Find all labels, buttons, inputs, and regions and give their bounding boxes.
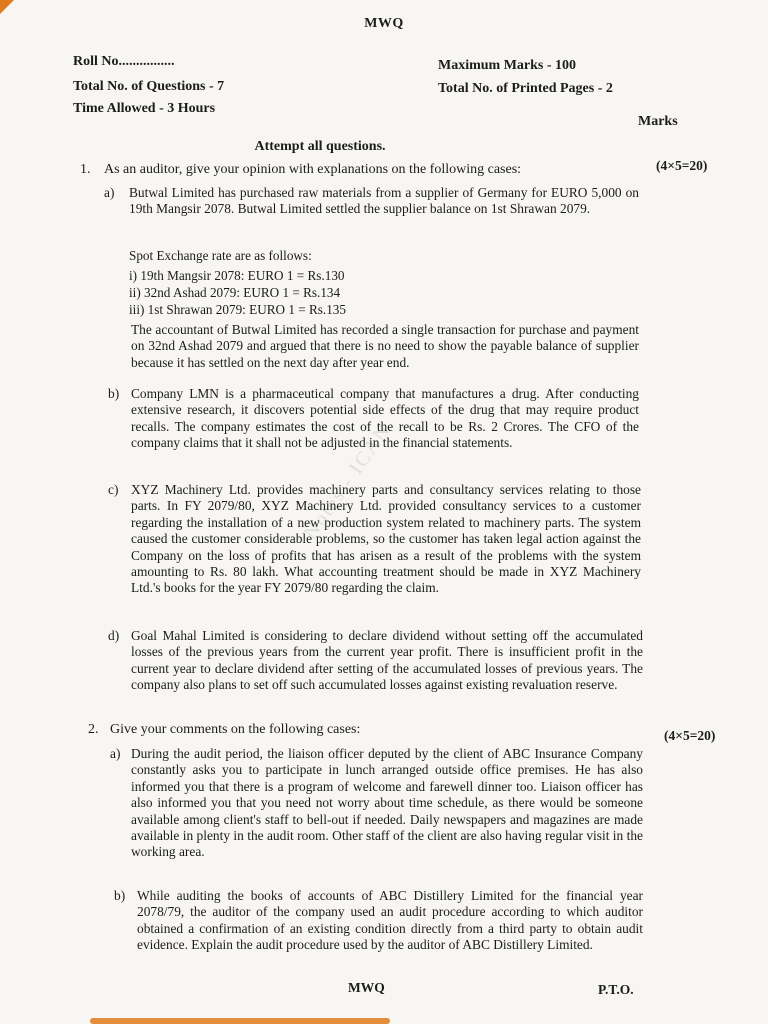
q2b-text: While auditing the books of accounts of ABC Distillery Limited for the financial year 2078/79, the auditor of the company used an audit procedure according to which auditor obtained a confirmation of an existing condition directly from a third party to obtain audit evidence. Explain the audit procedure used by the auditor of ABC Distillery Limited. — [137, 888, 643, 953]
q2a-label: a) — [110, 746, 121, 761]
footer-pto: P.T.O. — [598, 982, 634, 997]
instruction: Attempt all questions. — [254, 139, 386, 154]
q2b-label: b) — [114, 888, 126, 903]
maximum-marks: Maximum Marks - 100 — [438, 58, 577, 73]
roll-no: Roll No................ — [73, 54, 175, 69]
total-questions: Total No. of Questions - 7 — [73, 79, 225, 94]
q2-marks: (4×5=20) — [664, 728, 716, 743]
q1a-spot-heading: Spot Exchange rate are as follows: — [129, 248, 312, 263]
q1a-rate-1: i) 19th Mangsir 2078: EURO 1 = Rs.130 — [129, 268, 345, 283]
q1a-rate-3: iii) 1st Shrawan 2079: EURO 1 = Rs.135 — [129, 302, 346, 317]
q1d-label: d) — [108, 628, 120, 643]
q2-text: Give your comments on the following cases: — [110, 722, 361, 737]
paper-code-title: MWQ — [364, 16, 404, 31]
watermark: Notes - ICAN — [299, 419, 396, 544]
q1d-text: Goal Mahal Limited is considering to declare dividend without setting off the accumulated losses of the previous years from the current year profit. There is insufficient profit in the current year to declare dividend after setting of the accumulated losses of previous years. The company also plans to set off such accumulated losses against existing revaluation reserve. — [131, 628, 643, 693]
page-bottom-edge-mark — [90, 1018, 390, 1024]
q1a-rate-2: ii) 32nd Ashad 2079: EURO 1 = Rs.134 — [129, 285, 341, 300]
printed-pages: Total No. of Printed Pages - 2 — [438, 81, 613, 96]
q2a-text: During the audit period, the liaison officer deputed by the client of ABC Insurance Company constantly asks you to participate in lunch arranged outside office premises. He has also informed you that there is a program of welcome and farewell dinner too. Liaison officer has also informed you that you need not worry about time schedule, as there would be someone available among client's staff to bell-out if needed. Daily newspapers and magazines are made available in plenty in the audit room. Other staff of the client are also having regular visit in the working area. — [131, 746, 643, 860]
q1-marks: (4×5=20) — [656, 158, 708, 173]
q1a-text2: The accountant of Butwal Limited has recorded a single transaction for purchase and payment on 32nd Ashad 2079 and argued that there is no need to show the payable balance of supplier because it has settled on the next day after year end. — [131, 322, 639, 370]
q1-number: 1. — [80, 162, 91, 177]
q1c-label: c) — [108, 482, 119, 497]
page-corner-mark — [0, 0, 14, 14]
q1b-text: Company LMN is a pharmaceutical company that manufactures a drug. After conducting extensive research, it discovers potential side effects of the drug that may require product recalls. The company estimates the cost of the recall to be Rs. 2 Crores. The CFO of the company claims that it shall not be adjusted in the financial statements. — [131, 386, 639, 451]
q1b-label: b) — [108, 386, 120, 401]
q1c-text: XYZ Machinery Ltd. provides machinery parts and consultancy services relating to those parts. In FY 2079/80, XYZ Machinery Ltd. provided consultancy services to a customer regarding the installation of a new production system related to machinery parts. The system caused the customer considerable problems, so the customer has taken legal action against the Company on the loss of profits that has arisen as a result of the problems with the system amounting to Rs. 80 lakh. What accounting treatment should be made in XYZ Machinery Ltd.'s books for the year FY 2079/80 regarding the claim. — [131, 482, 641, 596]
q1a-label: a) — [104, 185, 115, 200]
q1-text: As an auditor, give your opinion with explanations on the following cases: — [104, 162, 522, 177]
q1a-text: Butwal Limited has purchased raw materials from a supplier of Germany for EURO 5,000 on 19th Mangsir 2078. Butwal Limited settled the supplier balance on 1st Shrawan 2079. — [129, 185, 639, 217]
time-allowed: Time Allowed - 3 Hours — [73, 101, 216, 116]
q2-number: 2. — [88, 722, 99, 737]
marks-label: Marks — [638, 114, 678, 129]
footer-code: MWQ — [348, 980, 385, 995]
